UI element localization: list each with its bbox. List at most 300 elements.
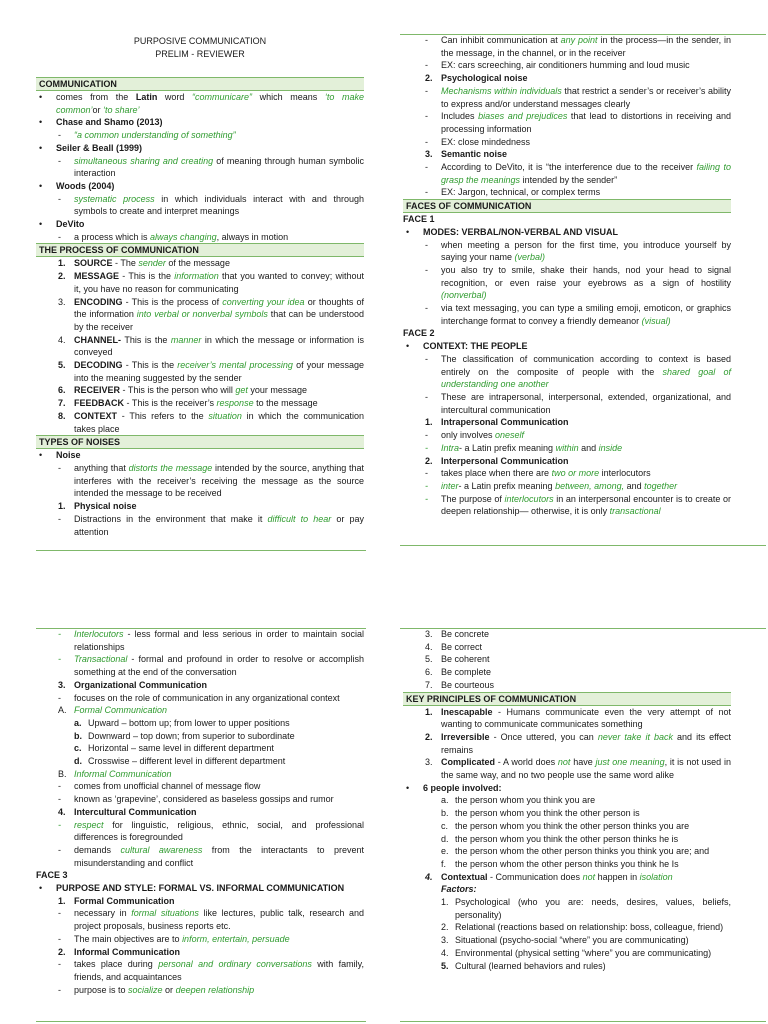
- list-marker: 1.: [58, 501, 66, 512]
- highlighted-term: distorts the message: [128, 462, 213, 473]
- list-item: [403, 679, 731, 692]
- text-run: only involves: [441, 430, 496, 441]
- bold-term: Inescapable: [441, 706, 493, 717]
- text-run: - less formal and less serious in order to maintain social relationships: [74, 629, 364, 652]
- text-run: focuses on the role of communication in any organizational context: [74, 692, 340, 703]
- text-run: purpose is to: [74, 984, 129, 995]
- divider: [36, 1021, 366, 1022]
- text-run: EX: Jargon, technical, or complex terms: [441, 187, 601, 198]
- text-run: - Humans communicate even the very attempt of not wanting to communicate communicates something: [441, 706, 731, 730]
- divider: [400, 1021, 766, 1022]
- text-run: with family, friends, and acquaintances: [74, 959, 365, 982]
- bold-term: MESSAGE: [74, 271, 120, 282]
- list-item: [403, 921, 731, 934]
- list-marker: •: [39, 117, 43, 128]
- highlighted-term: (verbal): [514, 252, 546, 263]
- list-marker: 2.: [425, 731, 433, 742]
- bold-term: CONTEXT: [74, 410, 118, 421]
- list-item: [403, 302, 731, 327]
- highlighted-term: get: [235, 385, 248, 396]
- list-marker: -: [425, 60, 428, 71]
- list-marker: 1.: [441, 897, 449, 908]
- highlighted-term: inside: [598, 442, 623, 453]
- text-run: intended by the sender”: [520, 174, 618, 185]
- text-run: THE PROCESS OF COMMUNICATION: [39, 245, 199, 256]
- text-run: - This is the receiver’s: [124, 398, 217, 409]
- list-marker: -: [425, 35, 428, 45]
- text-run: or: [92, 104, 104, 115]
- list-marker: -: [425, 442, 428, 453]
- list-marker: -: [58, 781, 61, 792]
- list-marker: 1.: [425, 417, 433, 428]
- list-item: [403, 493, 731, 518]
- section-header: [403, 692, 731, 706]
- list-marker: •: [39, 142, 43, 153]
- text-run: The purpose of: [441, 493, 505, 504]
- bold-term: SOURCE: [74, 258, 113, 269]
- list-item: [403, 391, 731, 416]
- list-item: [36, 730, 364, 743]
- highlighted-term: oneself: [495, 430, 525, 441]
- highlighted-term: two or more: [551, 468, 600, 479]
- highlighted-term: (visual): [641, 315, 671, 326]
- text-run: and: [578, 442, 599, 453]
- list-item: [403, 353, 731, 391]
- list-item: [36, 116, 364, 129]
- list-item: [403, 845, 731, 858]
- list-item: [403, 148, 731, 161]
- face-label: [36, 869, 364, 882]
- text-run: to the message: [253, 398, 318, 409]
- list-item: [36, 155, 364, 180]
- list-marker: B.: [58, 768, 67, 779]
- highlighted-term: Informal Communication: [74, 768, 172, 779]
- text-run: takes place when there are: [441, 468, 552, 479]
- text-run: via text messaging, you can type a smiling emoji, emoticon, or graphics interchange format to convey a friendly demeanor: [441, 303, 731, 326]
- list-marker: 2.: [58, 946, 66, 957]
- text-run: takes place during: [74, 959, 159, 970]
- list-item: [403, 264, 731, 302]
- list-item: [403, 34, 731, 59]
- highlighted-term: transactional: [609, 506, 661, 517]
- bold-term: Seiler & Beall (1999): [56, 142, 143, 153]
- bold-term: Informal Communication: [74, 946, 181, 957]
- text-run: Relational (reactions based on relationship: boss, colleague, friend): [455, 922, 724, 933]
- list-marker: -: [425, 85, 428, 96]
- bold-term: Noise: [56, 450, 81, 461]
- list-marker: -: [425, 468, 428, 479]
- list-item: [36, 218, 364, 231]
- text-run: anything that: [74, 462, 129, 473]
- bold-term: Irreversible: [441, 731, 490, 742]
- bold-term: CHANNEL-: [74, 334, 121, 345]
- text-run: intended by the source, anything that interferes with the receiver’s receiving the message as the source intended the message to be received: [74, 462, 365, 499]
- list-item: [36, 768, 364, 781]
- list-marker: -: [58, 155, 61, 166]
- text-run: Environmental (physical setting “where” you are communicating): [455, 947, 712, 958]
- text-run: FACE 1: [403, 214, 435, 225]
- list-item: [403, 858, 731, 871]
- highlighted-term: “a common understanding of something”: [74, 130, 236, 141]
- face-label: [403, 213, 731, 226]
- highlighted-term: never take it back: [597, 731, 673, 742]
- list-item: [403, 186, 731, 199]
- text-run: - This is the process of: [122, 296, 223, 307]
- bold-term: MODES: VERBAL/NON-VERBAL AND VISUAL: [423, 226, 619, 237]
- list-marker: -: [58, 959, 61, 970]
- text-run: word: [157, 92, 193, 102]
- list-marker: 4.: [425, 641, 433, 652]
- list-item: [403, 72, 731, 85]
- text-run: that lead to distortions in receiving and processing information: [441, 111, 731, 134]
- highlighted-term: biases and prejudices: [478, 111, 568, 122]
- list-marker: -: [58, 654, 61, 665]
- list-marker: -: [425, 162, 428, 173]
- text-run: Distractions in the environment that make it: [74, 513, 268, 524]
- text-run: the person whom the other person thinks you think he Is: [455, 858, 679, 869]
- page-title-block: [36, 35, 364, 61]
- list-marker: -: [425, 187, 428, 198]
- text-run: interlocutors: [599, 468, 651, 479]
- list-item: [36, 806, 364, 819]
- text-run: your message: [247, 385, 307, 396]
- list-item: [36, 257, 364, 270]
- list-marker: 2.: [441, 922, 449, 933]
- list-item: [403, 442, 731, 455]
- bold-term: Latin: [135, 92, 158, 102]
- highlighted-term: Mechanisms within individuals: [441, 85, 562, 96]
- bold-term: Organizational Communication: [74, 679, 208, 690]
- list-marker: -: [425, 264, 428, 275]
- list-item: [403, 947, 731, 960]
- list-marker: •: [39, 92, 43, 102]
- list-marker: 3.: [58, 679, 66, 690]
- highlighted-term: ‘to make common’: [56, 92, 365, 115]
- bold-term: 6 people involved:: [423, 782, 502, 793]
- list-marker: -: [425, 239, 428, 250]
- list-marker: -: [425, 303, 428, 314]
- list-item: [36, 193, 364, 218]
- text-run: which means: [252, 92, 325, 102]
- list-item: [36, 958, 364, 983]
- list-marker: •: [406, 782, 410, 793]
- bold-term: Formal Communication: [74, 895, 175, 906]
- divider: [36, 628, 366, 629]
- list-item: [36, 742, 364, 755]
- highlighted-term: always changing: [150, 231, 217, 242]
- highlighted-term: inter: [441, 480, 459, 491]
- text-run: comes from unofficial channel of message flow: [74, 781, 261, 792]
- text-run: FACE 3: [36, 870, 68, 881]
- bold-term: Psychological noise: [441, 73, 528, 84]
- highlighted-term: personal and ordinary conversations: [158, 959, 312, 970]
- list-marker: -: [425, 111, 428, 122]
- bold-term: DECODING: [74, 360, 123, 371]
- list-marker: a.: [74, 717, 82, 728]
- text-run: Be concrete: [441, 629, 490, 639]
- text-run: a process which is: [74, 231, 151, 242]
- text-run: Horizontal – same level in different department: [88, 743, 274, 754]
- highlighted-term: within: [555, 442, 579, 453]
- list-marker: -: [425, 136, 428, 147]
- text-run: EX: close mindedness: [441, 136, 531, 147]
- list-marker: 4.: [58, 806, 66, 817]
- list-item: [403, 85, 731, 110]
- list-marker: 4.: [441, 947, 449, 958]
- list-marker: -: [58, 462, 61, 473]
- list-marker: -: [58, 629, 61, 639]
- list-marker: •: [39, 219, 43, 230]
- list-marker: •: [39, 180, 43, 191]
- list-item: [36, 142, 364, 155]
- list-item: [403, 480, 731, 493]
- list-marker: 5.: [425, 654, 433, 665]
- list-item: [403, 883, 731, 896]
- text-run: TYPES OF NOISES: [39, 437, 121, 448]
- divider: [36, 550, 366, 551]
- divider: [400, 628, 766, 629]
- list-item: [403, 467, 731, 480]
- text-run: you also try to smile, shake their hands, nod your head to signal recognition, or even raise your eyebrows as a sign of hostility: [441, 264, 731, 288]
- highlighted-term: systematic process: [74, 193, 155, 204]
- list-item: [36, 628, 364, 653]
- bold-term: RECEIVER: [74, 385, 121, 396]
- list-item: [403, 871, 731, 884]
- highlighted-term: any point: [560, 35, 598, 45]
- highlighted-term: socialize: [128, 984, 163, 995]
- highlighted-term: difficult to hear: [267, 513, 332, 524]
- divider: [400, 34, 766, 35]
- text-run: of meaning through human symbolic interaction: [74, 155, 364, 179]
- text-run: and: [624, 480, 645, 491]
- text-run: Can inhibit communication at: [441, 35, 561, 45]
- list-item: [403, 429, 731, 442]
- highlighted-term: shared goal of understanding one another: [441, 366, 731, 390]
- highlighted-term: manner: [170, 334, 202, 345]
- list-marker: -: [58, 844, 61, 855]
- bold-term: Interpersonal Communication: [441, 455, 569, 466]
- text-run: or pay attention: [74, 513, 364, 537]
- text-run: and its effect remains: [441, 731, 731, 755]
- highlighted-term: receiver’s mental processing: [177, 360, 293, 371]
- list-item: [36, 270, 364, 295]
- highlighted-term: Intra: [441, 442, 460, 453]
- list-marker: -: [58, 193, 61, 204]
- text-run: known as ‘grapevine’, considered as baseless gossips and rumor: [74, 794, 334, 805]
- list-marker: •: [406, 341, 410, 352]
- list-marker: 3.: [425, 149, 433, 160]
- text-run: The classification of communication according to context is based entirely on the composite of people with the: [441, 353, 731, 377]
- highlighted-term: into verbal or nonverbal symbols: [136, 309, 268, 320]
- list-marker: -: [58, 513, 61, 524]
- text-run: This is the: [121, 334, 171, 345]
- text-run: Includes: [441, 111, 479, 122]
- list-marker: -: [58, 933, 61, 944]
- column-1: [36, 77, 364, 538]
- list-item: [36, 500, 364, 513]
- list-item: [36, 334, 364, 359]
- text-run: like lectures, public talk, research and project proposals, business reports etc.: [74, 908, 364, 932]
- list-item: [403, 641, 731, 654]
- column-3: [36, 628, 364, 996]
- list-item: [403, 706, 731, 731]
- highlighted-term: failing to grasp the meanings: [441, 162, 731, 185]
- list-item: [36, 844, 364, 869]
- list-item: [36, 755, 364, 768]
- bold-term: PURPOSE AND STYLE: FORMAL VS. INFORMAL COMMUNICATION: [56, 883, 345, 894]
- text-run: Crosswise – different level in different department: [88, 756, 286, 767]
- list-item: [36, 793, 364, 806]
- bold-term: FEEDBACK: [74, 398, 125, 409]
- list-marker: 2.: [425, 73, 433, 84]
- highlighted-term: not: [582, 871, 596, 882]
- text-run: FACES OF COMMUNICATION: [406, 201, 532, 212]
- text-run: that you wanted to convey; without it, you have no reason for communicating: [74, 271, 364, 294]
- list-marker: A.: [58, 705, 67, 716]
- list-marker: -: [58, 692, 61, 703]
- text-run: - Communication does: [487, 871, 583, 882]
- list-item: [36, 692, 364, 705]
- list-marker: 1.: [425, 706, 433, 717]
- list-item: [36, 296, 364, 334]
- bold-term: Physical noise: [74, 501, 137, 512]
- bold-term: DeVito: [56, 219, 85, 230]
- list-marker: -: [425, 353, 428, 364]
- highlighted-term: just one meaning: [595, 757, 665, 768]
- list-item: [36, 717, 364, 730]
- highlighted-term: “communicare”: [192, 92, 253, 102]
- text-run: KEY PRINCIPLES OF COMMUNICATION: [406, 693, 577, 704]
- text-run: necessary in: [74, 908, 132, 919]
- list-marker: 3.: [441, 935, 449, 946]
- highlighted-term: respect: [74, 819, 104, 830]
- list-item: [403, 136, 731, 149]
- text-run: Cultural (learned behaviors and rules): [455, 960, 606, 971]
- list-marker: c.: [74, 743, 82, 754]
- text-run: in the process—in the sender, in the message, in the channel, or in the receiver: [441, 35, 731, 58]
- highlighted-term: together: [644, 480, 678, 491]
- list-item: [403, 666, 731, 679]
- list-item: [36, 933, 364, 946]
- text-run: The main objectives are to: [74, 933, 183, 944]
- text-run: Psychological (who you are: needs, desires, values, beliefs, personality): [455, 897, 731, 920]
- list-item: [36, 180, 364, 193]
- text-run: or: [162, 984, 176, 995]
- highlighted-term: converting your idea: [222, 296, 305, 307]
- text-run: happen in: [595, 871, 640, 882]
- list-item: [36, 907, 364, 932]
- text-run: FACE 2: [403, 328, 435, 339]
- list-item: [36, 384, 364, 397]
- highlighted-term: Interlocutors: [74, 629, 124, 639]
- text-run: or thoughts of the information: [74, 296, 364, 320]
- list-item: [36, 780, 364, 793]
- list-item: [403, 416, 731, 429]
- text-run: Situational (psycho-social “where” you are communicating): [455, 935, 689, 946]
- list-marker: -: [58, 908, 61, 919]
- text-run: in which individuals interact with and through symbols to create and interpret meanings: [74, 193, 364, 217]
- list-item: [36, 359, 364, 384]
- highlighted-term: isolation: [639, 871, 673, 882]
- highlighted-term: interlocutors: [504, 493, 554, 504]
- list-item: [36, 449, 364, 462]
- bold-term: Complicated: [441, 757, 496, 768]
- list-item: [403, 756, 731, 781]
- list-marker: 2.: [425, 455, 433, 466]
- divider: [400, 545, 766, 546]
- list-marker: 4.: [58, 334, 66, 345]
- bold-term: Intrapersonal Communication: [441, 417, 569, 428]
- list-marker: 7.: [425, 679, 433, 690]
- page-title: PURPOSIVE COMMUNICATION: [133, 36, 267, 46]
- list-item: [36, 231, 364, 244]
- list-marker: b.: [74, 730, 82, 741]
- highlighted-term: simultaneous sharing and creating: [74, 155, 214, 166]
- list-marker: -: [425, 480, 428, 491]
- list-marker: 6.: [425, 667, 433, 678]
- list-item: [403, 161, 731, 186]
- text-run: that can be understood by the receiver: [74, 309, 364, 332]
- list-marker: c.: [441, 820, 449, 831]
- list-marker: a.: [441, 795, 449, 806]
- text-run: These are intrapersonal, interpersonal, extended, organizational, and intercultural communication: [441, 391, 731, 415]
- text-run: in an interpersonal encounter is to create or deepen relationship— otherwise, it is only: [441, 493, 731, 517]
- list-marker: 6.: [58, 385, 66, 396]
- text-run: EX: cars screeching, air conditioners humming and loud music: [441, 60, 690, 71]
- bold-term: Chase and Shamo (2013): [56, 117, 163, 128]
- list-item: [403, 653, 731, 666]
- bold-term: ENCODING: [74, 296, 123, 307]
- list-item: [36, 410, 364, 435]
- text-run: - This is the person who will: [120, 385, 236, 396]
- highlighted-term: information: [174, 271, 219, 282]
- list-marker: -: [58, 231, 61, 242]
- highlighted-term: response: [216, 398, 254, 409]
- list-item: [403, 794, 731, 807]
- list-item: [403, 833, 731, 846]
- list-marker: 5.: [441, 960, 449, 971]
- list-marker: -: [425, 391, 428, 402]
- text-run: - a Latin prefix meaning: [458, 480, 556, 491]
- list-item: [403, 628, 731, 641]
- face-label: [403, 327, 731, 340]
- list-item: [36, 819, 364, 844]
- list-marker: -: [425, 430, 428, 441]
- text-run: the person whom you think the other person thinks you are: [455, 820, 690, 831]
- list-item: [36, 984, 364, 997]
- highlighted-term: between, among,: [555, 480, 625, 491]
- highlighted-term: inform, entertain, persuade: [182, 933, 290, 944]
- list-item: [403, 934, 731, 947]
- text-run: from the interactants to prevent misunderstanding and conflict: [74, 844, 364, 868]
- list-item: [36, 679, 364, 692]
- text-run: have: [570, 757, 596, 768]
- text-run: in which the message or information is conveyed: [74, 334, 364, 358]
- bold-term: Contextual: [441, 871, 488, 882]
- list-marker: d.: [441, 833, 449, 844]
- list-marker: •: [39, 883, 43, 894]
- list-item: [403, 239, 731, 264]
- text-run: when meeting a person for the first time, you introduce yourself by saying your name: [441, 239, 731, 263]
- text-run: for linguistic, religious, ethnic, social, and professional differences is foregrounded: [74, 819, 364, 843]
- text-run: of the message: [165, 258, 230, 269]
- list-marker: 7.: [58, 398, 66, 409]
- bold-term: Factors:: [441, 884, 477, 895]
- list-item: [36, 704, 364, 717]
- text-run: COMMUNICATION: [39, 79, 117, 89]
- text-run: the person whom you think the other person thinks he is: [455, 833, 679, 844]
- list-item: [403, 340, 731, 353]
